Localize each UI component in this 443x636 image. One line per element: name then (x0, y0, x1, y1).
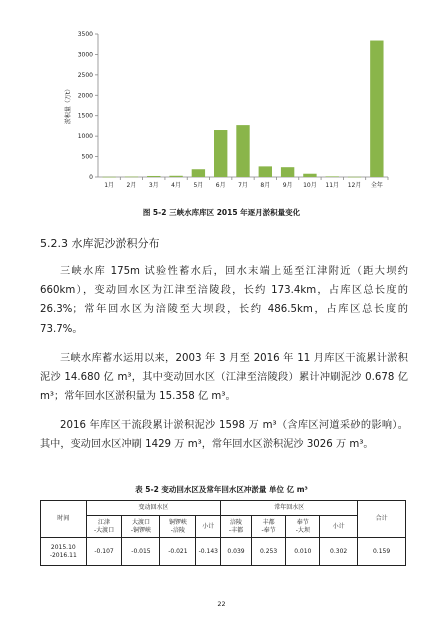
y-tick-label: 2000 (77, 92, 93, 100)
table-header-row-2 (41, 516, 406, 538)
x-tick-label: 6月 (215, 182, 226, 189)
figure-caption: 图 5-2 三峡水库库区 2015 年逐月淤积量变化 (142, 208, 301, 217)
table-cell: 0.010 (286, 538, 320, 566)
bar-11月 (326, 176, 339, 177)
paragraph-2: 三峡水库蓄水运用以来，2003 年 3 月至 2016 年 11 月库区干流累计淤积泥沙 14.680 亿 m³，其中变动回水区（江津至涪陵段）累计冲刷泥沙 0.678 亿 m³；常年回水区淤积量为 15.358 亿 m³。 (40, 353, 408, 403)
table-cell: 0.253 (251, 538, 286, 566)
y-tick-label: 3000 (77, 51, 93, 59)
bar-10月 (303, 174, 316, 177)
bar-6月 (214, 130, 227, 177)
col-header: 小计 (320, 516, 358, 538)
y-tick-label: 500 (81, 153, 93, 161)
bar-全年 (370, 41, 383, 177)
col-header: 江津 -大渡口 (86, 516, 122, 538)
table-cell: 0.302 (320, 538, 358, 566)
col-time-header: 时间 (41, 501, 87, 538)
table-cell: 0.159 (358, 538, 406, 566)
section-heading: 5.2.3 水库泥沙淤积分布 (40, 237, 160, 250)
sediment-table (40, 500, 406, 566)
x-tick-label: 12月 (347, 182, 362, 189)
col-total-header: 合计 (358, 501, 406, 538)
x-tick-label: 11月 (325, 182, 340, 189)
bar-4月 (169, 176, 182, 177)
x-tick-label: 9月 (282, 182, 293, 189)
x-axis-labels (104, 177, 388, 189)
page-number: 22 (217, 600, 226, 608)
paragraph-3: 2016 年库区干流段累计淤积泥沙 1598 万 m³（含库区河道采砂的影响）。其中，变动回水区冲刷 1429 万 m³，常年回水区淤积泥沙 3026 万 m³。 (40, 420, 408, 451)
group-perennial-header: 常年回水区 (221, 501, 358, 516)
table-cell: -0.015 (122, 538, 160, 566)
x-tick-label: 7月 (238, 182, 248, 189)
table-cell: -0.021 (160, 538, 196, 566)
table-cell: -0.143 (196, 538, 221, 566)
bar-7月 (236, 125, 249, 177)
col-header: 小计 (196, 516, 221, 538)
table-row (41, 538, 406, 566)
table-caption: 表 5-2 变动回水区及常年回水区冲淤量 单位 亿 m³ (135, 485, 308, 494)
table-header-row-1 (41, 501, 406, 516)
y-axis-label: 淤积量（万t） (65, 85, 72, 125)
col-header: 铜锣峡 -涪陵 (160, 516, 196, 538)
x-tick-label: 4月 (171, 182, 181, 189)
y-tick-label: 0 (89, 174, 93, 181)
bar-5月 (192, 169, 205, 177)
col-header: 奉节 -大坝 (286, 516, 320, 538)
x-tick-label: 2月 (126, 182, 137, 189)
paragraph-1: 三峡水库 175m 试验性蓄水后，回水末端上延至江津附近（距大坝约 660km），变动回水区为江津至涪陵段，长约 173.4km，占库区总长度的 26.3%；常年回水区为涪陵至大坝段，长约 486.5km，占库区总长度的 73.7%。 (40, 266, 408, 335)
y-tick-label: 2500 (77, 71, 93, 79)
bar-9月 (281, 167, 294, 177)
y-tick-label: 3500 (77, 31, 93, 38)
bar-series (102, 41, 383, 178)
group-variable-header: 变动回水区 (86, 501, 221, 516)
col-header: 丰都 -奉节 (251, 516, 286, 538)
monthly-sedimentation-chart (0, 0, 443, 195)
bar-3月 (147, 176, 160, 177)
y-tick-label: 1500 (77, 112, 93, 120)
x-tick-label: 全年 (370, 182, 383, 189)
y-axis (78, 31, 388, 181)
x-tick-label: 8月 (260, 182, 271, 189)
y-tick-label: 1000 (77, 133, 93, 141)
x-tick-label: 1月 (104, 182, 115, 189)
x-tick-label: 3月 (148, 182, 159, 189)
bar-1月 (102, 177, 115, 178)
row-time-cell: 2015.10 -2016.11 (41, 538, 87, 566)
col-header: 大渡口 -铜锣峡 (122, 516, 160, 538)
table-cell: -0.107 (86, 538, 122, 566)
bar-8月 (259, 166, 272, 177)
table-cell: 0.039 (221, 538, 251, 566)
col-header: 涪陵 -丰都 (221, 516, 251, 538)
bar-2月 (125, 177, 138, 178)
x-tick-label: 10月 (303, 182, 317, 189)
bar-12月 (348, 177, 361, 178)
x-tick-label: 5月 (193, 182, 204, 189)
